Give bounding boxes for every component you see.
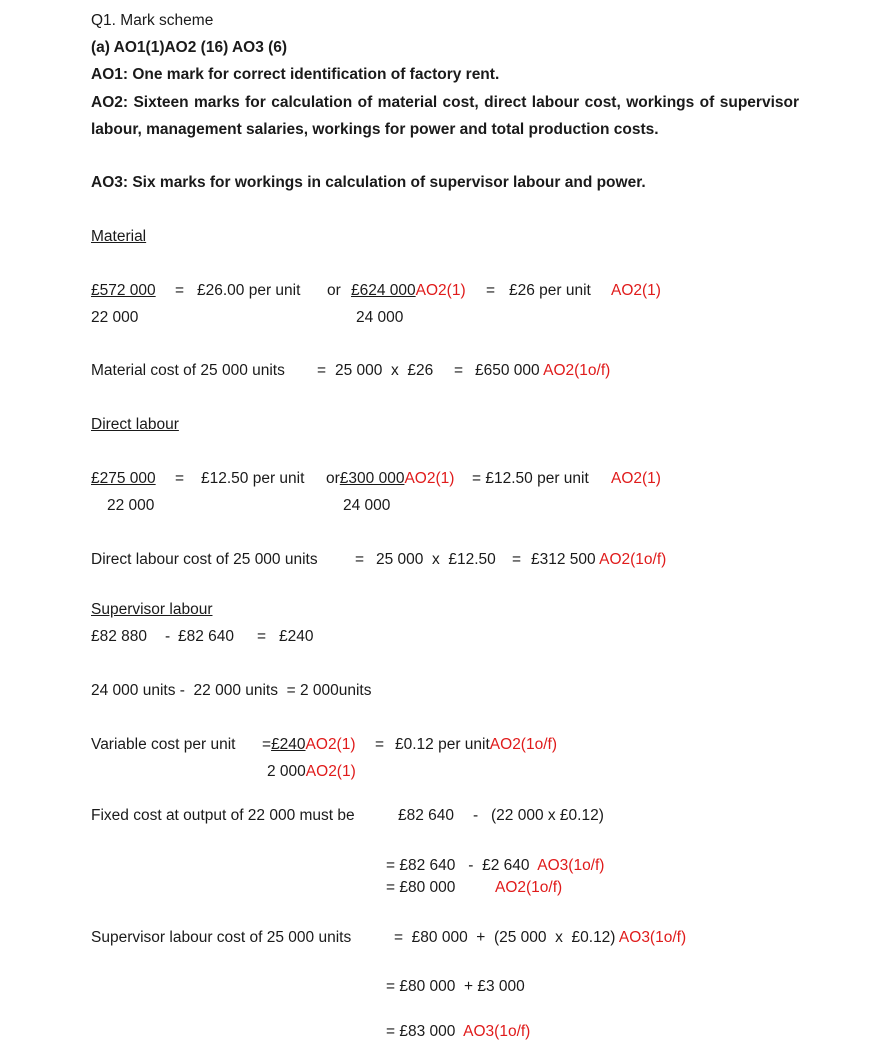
labour-mark: AO2(1o/f) (599, 551, 667, 568)
supervisor-diff-equals: = (257, 628, 267, 645)
material-equals-2: = (486, 282, 496, 299)
labour-result-1: £12.50 per unit (201, 470, 305, 487)
labour-cost-result (531, 550, 666, 570)
material-equals-1: = (175, 282, 185, 299)
variable-cost-label: Variable cost per unit (91, 736, 236, 753)
variable-cost-mark: AO2(1o/f) (489, 736, 557, 753)
variable-cost-fraction (262, 735, 356, 755)
supervisor-heading: Supervisor labour (91, 601, 213, 618)
labour-result-2: = £12.50 per unit (472, 470, 589, 487)
variable-cost-mark: AO2(1) (305, 763, 356, 780)
direct-labour-heading: Direct labour (91, 416, 179, 433)
supervisor-minus: - (165, 628, 171, 645)
material-denominator-2: 24 000 (356, 309, 404, 326)
fixed-cost-line-2 (386, 856, 604, 876)
material-or: or (327, 282, 341, 299)
fixed-cost-label: Fixed cost at output of 22 000 must be (91, 807, 355, 824)
variable-cost-numerator: £240 (271, 736, 306, 753)
variable-cost-denominator (267, 762, 356, 782)
labour-equals-1: = (175, 470, 185, 487)
material-cost-label: Material cost of 25 000 units (91, 362, 285, 379)
fixed-cost-line-3: = £80 000 (386, 879, 456, 896)
supervisor-cost-line-2: = £80 000 + £3 000 (386, 978, 525, 995)
ao3-description: AO3: Six marks for workings in calculation of supervisor labour and power. (91, 174, 646, 191)
supervisor-cost-expression: = £80 000 + (25 000 x £0.12) (394, 929, 616, 946)
variable-cost-result (395, 735, 557, 755)
fixed-cost-mark: AO3(1o/f) (537, 857, 605, 874)
material-numerator-2: £624 000 (351, 282, 416, 299)
ao1-description: AO1: One mark for correct identification of factory rent. (91, 66, 500, 83)
material-cost-equals: = (454, 362, 464, 379)
supervisor-diff-result: £240 (279, 628, 314, 645)
labour-cost-label: Direct labour cost of 25 000 units (91, 551, 318, 568)
labour-denominator-2: 24 000 (343, 497, 391, 514)
labour-cost-equals: = (355, 551, 365, 568)
fixed-cost-mark: AO2(1o/f) (495, 879, 563, 896)
labour-mark: AO2(1) (611, 470, 661, 487)
supervisor-cost-label: Supervisor labour cost of 25 000 units (91, 929, 352, 946)
supervisor-diff-b: £82 640 (178, 628, 235, 645)
variable-cost-equals: = (375, 736, 385, 753)
supervisor-cost-final: = £83 000 (386, 1023, 456, 1040)
labour-alt-fraction (326, 469, 454, 489)
material-cost-value: £650 000 (475, 362, 540, 379)
page-title: Q1. Mark scheme (91, 12, 214, 29)
labour-mark: AO2(1) (404, 470, 455, 487)
material-cost-result (475, 361, 610, 381)
material-heading: Material (91, 228, 147, 245)
labour-cost-value: £312 500 (531, 551, 596, 568)
labour-cost-calc: 25 000 x £12.50 (376, 551, 496, 568)
material-alt-fraction (351, 281, 466, 301)
supervisor-diff-a: £82 880 (91, 628, 148, 645)
labour-numerator-1: £275 000 (91, 470, 156, 487)
labour-cost-equals: = (512, 551, 522, 568)
fixed-cost-minus: - (473, 807, 479, 824)
fixed-cost-a: £82 640 (398, 807, 455, 824)
fixed-cost-line-2-calc: = £82 640 - £2 640 (386, 857, 530, 874)
labour-or: or (326, 470, 340, 487)
supervisor-cost-mark: AO3(1o/f) (463, 1023, 531, 1040)
variable-cost-den-value: 2 000 (267, 763, 306, 780)
material-mark: AO2(1) (611, 282, 661, 299)
material-numerator-1: £572 000 (91, 282, 156, 299)
part-marks: (a) AO1(1)AO2 (16) AO3 (6) (91, 39, 288, 56)
labour-denominator-1: 22 000 (107, 497, 155, 514)
supervisor-units-line: 24 000 units - 22 000 units = 2 000units (91, 682, 372, 699)
variable-cost-mark: AO2(1) (305, 736, 356, 753)
material-mark: AO2(1) (415, 282, 466, 299)
supervisor-cost-mark: AO3(1o/f) (618, 929, 687, 946)
material-cost-calc: 25 000 x £26 (335, 362, 434, 379)
material-result-1: £26.00 per unit (197, 282, 301, 299)
supervisor-cost-calc (394, 928, 686, 948)
material-denominator-1: 22 000 (91, 309, 139, 326)
material-mark: AO2(1o/f) (543, 362, 611, 379)
material-result-2: £26 per unit (509, 282, 591, 299)
labour-numerator-2: £300 000 (339, 470, 405, 487)
supervisor-cost-line-3 (386, 1022, 530, 1042)
material-cost-equals: = (317, 362, 327, 379)
variable-cost-value: £0.12 per unit (395, 736, 490, 753)
ao2-description: AO2: Sixteen marks for calculation of material cost, direct labour cost, workings of supervisor labour, management salaries, workings for power and total production costs. (91, 94, 799, 138)
variable-cost-equals: = (262, 736, 272, 753)
fixed-cost-b: (22 000 x £0.12) (491, 807, 604, 824)
